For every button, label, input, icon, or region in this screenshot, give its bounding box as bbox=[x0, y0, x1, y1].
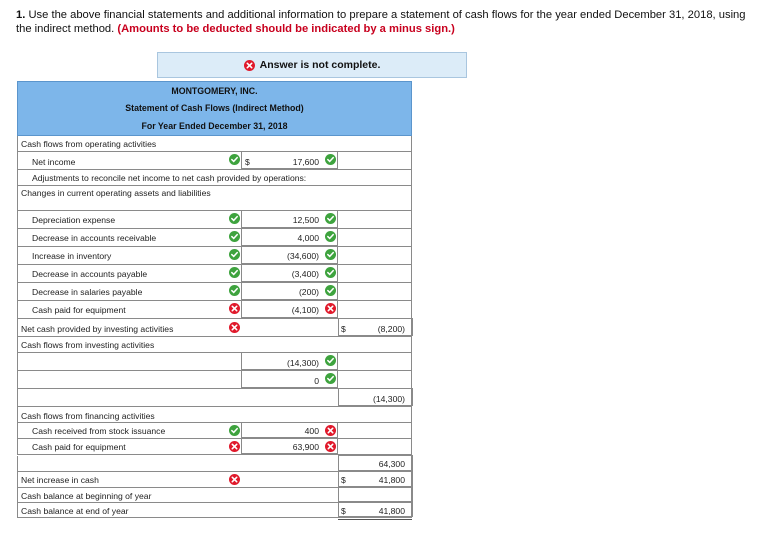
answer-status-text: Answer is not complete. bbox=[259, 59, 381, 71]
investing-value-1[interactable]: (14,300) bbox=[286, 358, 319, 368]
net-increase-row bbox=[17, 472, 412, 488]
check-icon bbox=[325, 285, 336, 296]
adjustment-row bbox=[17, 301, 412, 319]
adjustment-label[interactable]: Decrease in accounts receivable bbox=[32, 233, 157, 243]
investing-value-2[interactable]: 0 bbox=[314, 376, 319, 386]
check-icon bbox=[229, 285, 240, 296]
check-icon bbox=[325, 267, 336, 278]
financing-label[interactable]: Cash paid for equipment bbox=[32, 442, 126, 452]
adjustment-label[interactable]: Increase in inventory bbox=[32, 251, 112, 261]
incorrect-icon bbox=[244, 60, 255, 71]
changes-row bbox=[17, 186, 412, 211]
net-increase-value[interactable]: 41,800 bbox=[378, 475, 405, 485]
investing-total-row bbox=[17, 389, 412, 407]
financing-label[interactable]: Cash received from stock issuance bbox=[32, 426, 166, 436]
adjustments-row bbox=[17, 170, 412, 186]
x-icon bbox=[229, 441, 240, 452]
statement-period: For Year Ended December 31, 2018 bbox=[17, 117, 412, 136]
company-name: MONTGOMERY, INC. bbox=[17, 81, 412, 100]
net-investing-label[interactable]: Net cash provided by investing activities bbox=[21, 324, 174, 334]
adjustment-label[interactable]: Depreciation expense bbox=[32, 215, 116, 225]
adjustment-value[interactable]: (3,400) bbox=[291, 269, 319, 279]
net-income-dollar: $ bbox=[245, 157, 250, 167]
question-text bbox=[16, 8, 746, 36]
adjustment-value[interactable]: (4,100) bbox=[291, 305, 319, 315]
begin-balance-row bbox=[17, 488, 412, 503]
adjustment-row bbox=[17, 247, 412, 265]
net-income-row bbox=[17, 152, 412, 170]
investing-total[interactable]: (14,300) bbox=[372, 394, 405, 404]
check-icon bbox=[229, 267, 240, 278]
financing-total-row bbox=[17, 456, 412, 472]
check-icon bbox=[229, 425, 240, 436]
check-icon bbox=[229, 231, 240, 242]
end-balance-dollar: $ bbox=[341, 506, 346, 516]
financing-value[interactable]: 400 bbox=[304, 426, 319, 436]
end-balance-value[interactable]: 41,800 bbox=[378, 506, 405, 516]
net-increase-dollar: $ bbox=[341, 475, 346, 485]
adjustment-row bbox=[17, 283, 412, 301]
x-icon bbox=[325, 425, 336, 436]
financing-row bbox=[17, 439, 412, 455]
end-balance-label: Cash balance at end of year bbox=[21, 506, 129, 516]
investing-row-2 bbox=[17, 371, 412, 389]
adjustment-row bbox=[17, 265, 412, 283]
double-underline bbox=[338, 519, 412, 520]
net-investing-row bbox=[17, 319, 412, 337]
adjustment-value[interactable]: (34,600) bbox=[286, 251, 319, 261]
check-icon bbox=[325, 249, 336, 260]
financing-row bbox=[17, 423, 412, 439]
x-icon bbox=[325, 441, 336, 452]
financing-value[interactable]: 63,900 bbox=[292, 442, 319, 452]
check-icon bbox=[325, 213, 336, 224]
x-icon bbox=[325, 303, 336, 314]
investing-row-1 bbox=[17, 353, 412, 371]
financing-heading-row bbox=[17, 407, 412, 423]
net-income-value[interactable]: 17,600 bbox=[292, 157, 319, 167]
financing-heading: Cash flows from financing activities bbox=[21, 411, 155, 421]
adjustment-row bbox=[17, 229, 412, 247]
adjustment-label[interactable]: Cash paid for equipment bbox=[32, 305, 126, 315]
operating-heading-row bbox=[17, 136, 412, 152]
end-balance-row bbox=[17, 503, 412, 518]
adjustment-row bbox=[17, 211, 412, 229]
net-income-label[interactable]: Net income bbox=[32, 157, 76, 167]
operating-heading: Cash flows from operating activities bbox=[21, 139, 157, 149]
begin-balance-label: Cash balance at beginning of year bbox=[21, 491, 152, 501]
check-icon bbox=[229, 213, 240, 224]
net-increase-label[interactable]: Net increase in cash bbox=[21, 475, 99, 485]
investing-heading-row bbox=[17, 337, 412, 353]
changes-label: Changes in current operating assets and liabilities bbox=[21, 188, 211, 198]
adjustment-value[interactable]: 12,500 bbox=[292, 215, 319, 225]
question-note: (Amounts to be deducted should be indicated by a minus sign.) bbox=[117, 23, 455, 35]
check-icon bbox=[325, 355, 336, 366]
question-body: Use the above financial statements and additional information to prepare a statement of cash flows for the year ended December 31, 2018, using the indirect method. bbox=[16, 9, 746, 35]
check-icon bbox=[229, 154, 240, 165]
adjustment-label[interactable]: Decrease in salaries payable bbox=[32, 287, 143, 297]
check-icon bbox=[229, 249, 240, 260]
net-investing-dollar: $ bbox=[341, 324, 346, 334]
financing-total[interactable]: 64,300 bbox=[378, 459, 405, 469]
answer-status-banner bbox=[157, 52, 467, 78]
net-investing-value[interactable]: (8,200) bbox=[377, 324, 405, 334]
check-icon bbox=[325, 154, 336, 165]
adjustment-value[interactable]: 4,000 bbox=[297, 233, 319, 243]
check-icon bbox=[325, 231, 336, 242]
adjustment-label[interactable]: Decrease in accounts payable bbox=[32, 269, 148, 279]
question-number: 1. bbox=[16, 9, 26, 21]
check-icon bbox=[325, 373, 336, 384]
statement-title: Statement of Cash Flows (Indirect Method) bbox=[17, 99, 412, 118]
adjustments-label: Adjustments to reconcile net income to net cash provided by operations: bbox=[32, 173, 307, 183]
x-icon bbox=[229, 303, 240, 314]
adjustment-value[interactable]: (200) bbox=[298, 287, 319, 297]
x-icon bbox=[229, 474, 240, 485]
x-icon bbox=[229, 322, 240, 333]
investing-heading: Cash flows from investing activities bbox=[21, 340, 155, 350]
